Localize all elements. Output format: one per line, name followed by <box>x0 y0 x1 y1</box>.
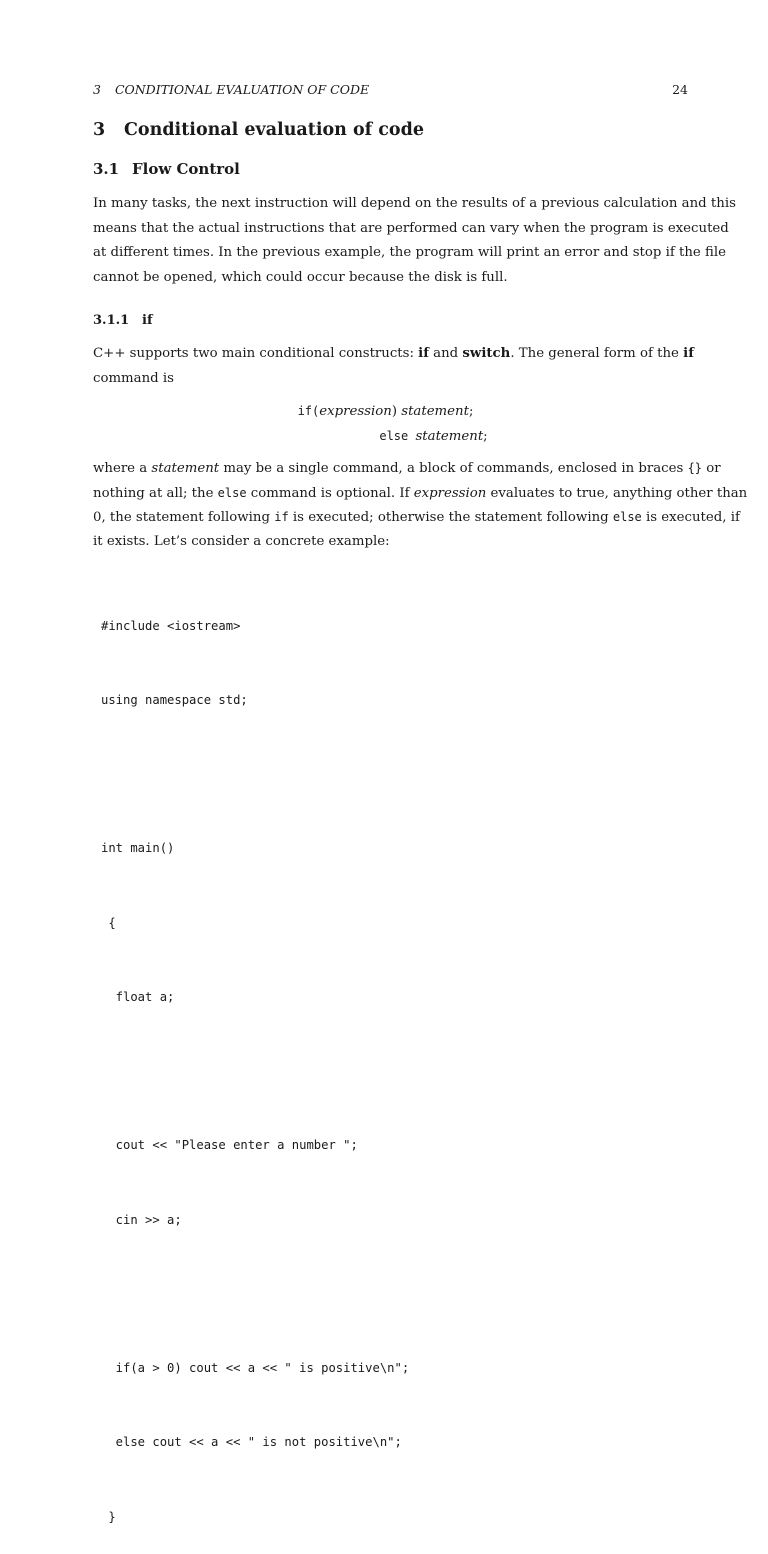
text-run: 0, the statement following <box>93 510 275 526</box>
paragraph-line <box>93 505 740 530</box>
page-number: 24 <box>672 82 688 97</box>
intro-paragraph <box>93 192 736 291</box>
subsection-number: 3.1 <box>93 160 120 178</box>
paragraph-line: command is <box>93 370 174 386</box>
keyword-switch: switch <box>462 346 511 361</box>
syntax-expression: expression <box>319 404 392 419</box>
text-run: is executed, if <box>641 510 740 526</box>
code-line: } <box>101 1509 116 1524</box>
text-run: where a <box>93 461 152 476</box>
code-line: #include <iostream> <box>101 618 241 633</box>
paragraph-line: at different times. In the previous example, the program will print an error and stop if the file <box>93 245 726 261</box>
paragraph-line: In many tasks, the next instruction will depend on the results of a previous calculation and this <box>93 196 736 211</box>
text-run: is executed; otherwise the statement following <box>288 510 613 526</box>
paragraph-line: cannot be opened, which could occur because the disk is full. <box>93 270 508 286</box>
code-line: if(a > 0) cout << a << " is positive\n"; <box>101 1361 410 1375</box>
subsubsection-number: 3.1.1 <box>93 313 130 328</box>
code-line: float a; <box>101 989 175 1004</box>
emph-expression: expression <box>413 485 487 501</box>
text-run: nothing at all; the <box>93 485 218 501</box>
header-section-title: CONDITIONAL EVALUATION OF CODE <box>114 82 370 97</box>
syntax-semicolon: ; <box>483 429 488 444</box>
code-line: using namespace std; <box>101 692 248 707</box>
code-else: else <box>379 429 416 443</box>
code-line <box>101 762 409 787</box>
code-else: else <box>612 510 642 525</box>
syntax-statement: statement <box>415 429 484 444</box>
text-run: and <box>428 346 463 361</box>
code-line: int main() <box>101 841 175 856</box>
subsubsection-heading <box>93 313 153 328</box>
syntax-statement: statement <box>401 404 469 419</box>
subsubsection-title: if <box>142 313 153 328</box>
syntax-close-paren: ) <box>391 404 402 419</box>
subsection-heading <box>93 160 240 178</box>
text-run: command is optional. If <box>246 485 414 501</box>
code-line: cin >> a; <box>101 1212 182 1227</box>
syntax-line-if <box>93 399 688 424</box>
code-line: else cout << a << " is not positive\n"; <box>101 1435 402 1450</box>
code-else: else <box>217 485 247 500</box>
syntax-semicolon: ; <box>468 404 474 419</box>
code-listing <box>101 564 409 1554</box>
code-line <box>101 1059 409 1084</box>
code-if: if( <box>297 404 320 418</box>
subsection-title: Flow Control <box>132 160 240 178</box>
code-line: { <box>101 915 116 930</box>
code-braces: {} <box>687 461 703 475</box>
running-header <box>93 82 688 97</box>
constructs-paragraph <box>93 342 694 391</box>
keyword-if: if <box>683 346 694 361</box>
text-run: may be a single command, a block of commands, enclosed in braces <box>219 461 688 476</box>
paragraph-line <box>93 481 748 506</box>
if-syntax-block <box>93 399 688 449</box>
text-run: . The general form of the <box>510 346 684 361</box>
text-run: or <box>702 461 721 476</box>
text-run: C++ supports two main conditional constructs: <box>93 346 419 361</box>
code-if: if <box>274 510 289 525</box>
where-paragraph <box>93 456 748 555</box>
section-heading <box>93 120 424 140</box>
code-line <box>101 1282 409 1307</box>
paragraph-line: means that the actual instructions that are performed can vary when the program is executed <box>93 220 729 236</box>
keyword-if: if <box>418 346 429 361</box>
section-number: 3 <box>93 120 106 140</box>
syntax-line-else <box>93 424 688 449</box>
code-line: cout << "Please enter a number "; <box>101 1138 358 1153</box>
paragraph-line <box>93 342 694 367</box>
emph-statement: statement <box>151 461 220 476</box>
header-section-number: 3 <box>93 82 101 97</box>
text-run: evaluates to true, anything other than <box>486 485 748 501</box>
paragraph-line: it exists. Let’s consider a concrete example: <box>93 534 390 550</box>
section-title: Conditional evaluation of code <box>124 120 424 140</box>
paragraph-line <box>93 456 721 481</box>
